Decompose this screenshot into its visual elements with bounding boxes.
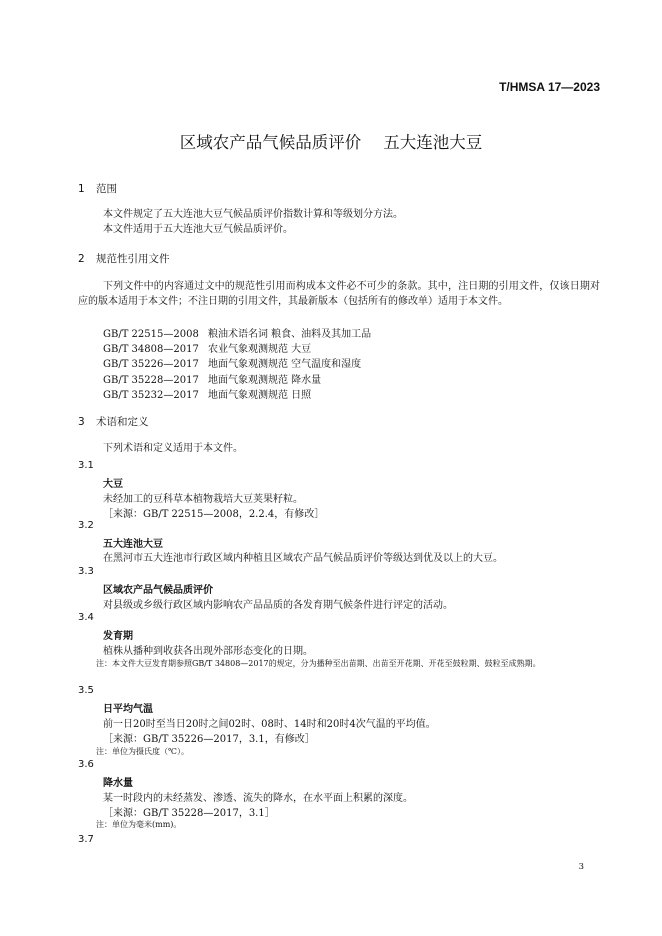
term-note: 注：单位为摄氏度（℃）。 xyxy=(96,747,189,756)
term-name: 区域农产品气候品质评价 xyxy=(103,585,213,596)
reference-item: GB/T 35232—2017 地面气象观测规范 日照 xyxy=(103,390,312,401)
term-name: 大豆 xyxy=(103,479,123,490)
standard-code: T/HMSA 17—2023 xyxy=(499,80,600,94)
reference-item: GB/T 22515—2008 粮油术语名词 粮食、油料及其加工品 xyxy=(103,329,372,340)
term-definition: 对县级或乡级行政区域内影响农产品品质的各发育期气候条件进行评定的活动。 xyxy=(103,600,453,611)
title-part-1: 区域农产品气候品质评价 xyxy=(179,133,362,152)
page-number: 3 xyxy=(578,862,584,872)
term-definition: 在黑河市五大连池市行政区域内种植且区域农产品气候品质评价等级达到优及以上的大豆。 xyxy=(103,553,503,564)
term-definition: 未经加工的豆科草本植物栽培大豆荚果籽粒。 xyxy=(103,494,303,505)
term-number: 3.1 xyxy=(78,460,94,471)
section-heading-references: 2 规范性引用文件 xyxy=(78,253,170,265)
term-number: 3.4 xyxy=(78,612,94,623)
term-definition: 植株从播种到收获各出现外部形态变化的日期。 xyxy=(103,646,313,657)
document-title xyxy=(0,129,662,153)
term-source: ［来源：GB/T 35228—2017，3.1］ xyxy=(103,808,275,819)
term-number: 3.3 xyxy=(78,566,94,577)
term-note: 注：单位为毫米(mm)。 xyxy=(96,820,182,829)
term-number: 3.7 xyxy=(78,834,94,845)
section-heading-scope: 1 范围 xyxy=(78,183,117,195)
terms-intro: 下列术语和定义适用于本文件。 xyxy=(103,443,243,454)
term-name: 五大连池大豆 xyxy=(103,539,163,550)
reference-item: GB/T 35228—2017 地面气象观测规范 降水量 xyxy=(103,375,322,386)
term-name: 发育期 xyxy=(103,631,133,642)
title-part-2: 五大连池大豆 xyxy=(383,133,483,152)
scope-paragraph-1: 本文件规定了五大连池大豆气候品质评价指数计算和等级划分方法。 xyxy=(103,209,403,220)
term-number: 3.5 xyxy=(78,685,94,696)
term-definition: 前一日20时至当日20时之间02时、08时、14时和20时4次气温的平均值。 xyxy=(103,719,436,730)
term-source: ［来源：GB/T 35226—2017，3.1，有修改］ xyxy=(103,734,315,745)
section-heading-terms: 3 术语和定义 xyxy=(78,416,149,428)
references-intro: 下列文件中的内容通过文中的规范性引用而构成本文件必不可少的条款。其中，注日期的引用文件，仅该日期对应的版本适用于本文件；不注日期的引用文件，其最新版本（包括所有的修改单）适用于本文件。 xyxy=(78,281,600,307)
term-source: ［来源：GB/T 22515—2008，2.2.4，有修改］ xyxy=(103,509,325,520)
term-number: 3.6 xyxy=(78,759,94,770)
reference-item: GB/T 35226—2017 地面气象观测规范 空气温度和湿度 xyxy=(103,359,362,370)
term-note: 注：本文件大豆发育期参照GB/T 34808—2017的规定，分为播种至出苗期、出苗至开花期、开花至鼓粒期、鼓粒至成熟期。 xyxy=(96,659,541,668)
scope-paragraph-2: 本文件适用于五大连池大豆气候品质评价。 xyxy=(103,224,293,235)
term-name: 降水量 xyxy=(103,778,133,789)
term-definition: 某一时段内的未经蒸发、渗透、流失的降水，在水平面上积累的深度。 xyxy=(103,793,413,804)
term-number: 3.2 xyxy=(78,520,94,531)
term-name: 日平均气温 xyxy=(103,704,153,715)
reference-item: GB/T 34808—2017 农业气象观测规范 大豆 xyxy=(103,344,312,355)
